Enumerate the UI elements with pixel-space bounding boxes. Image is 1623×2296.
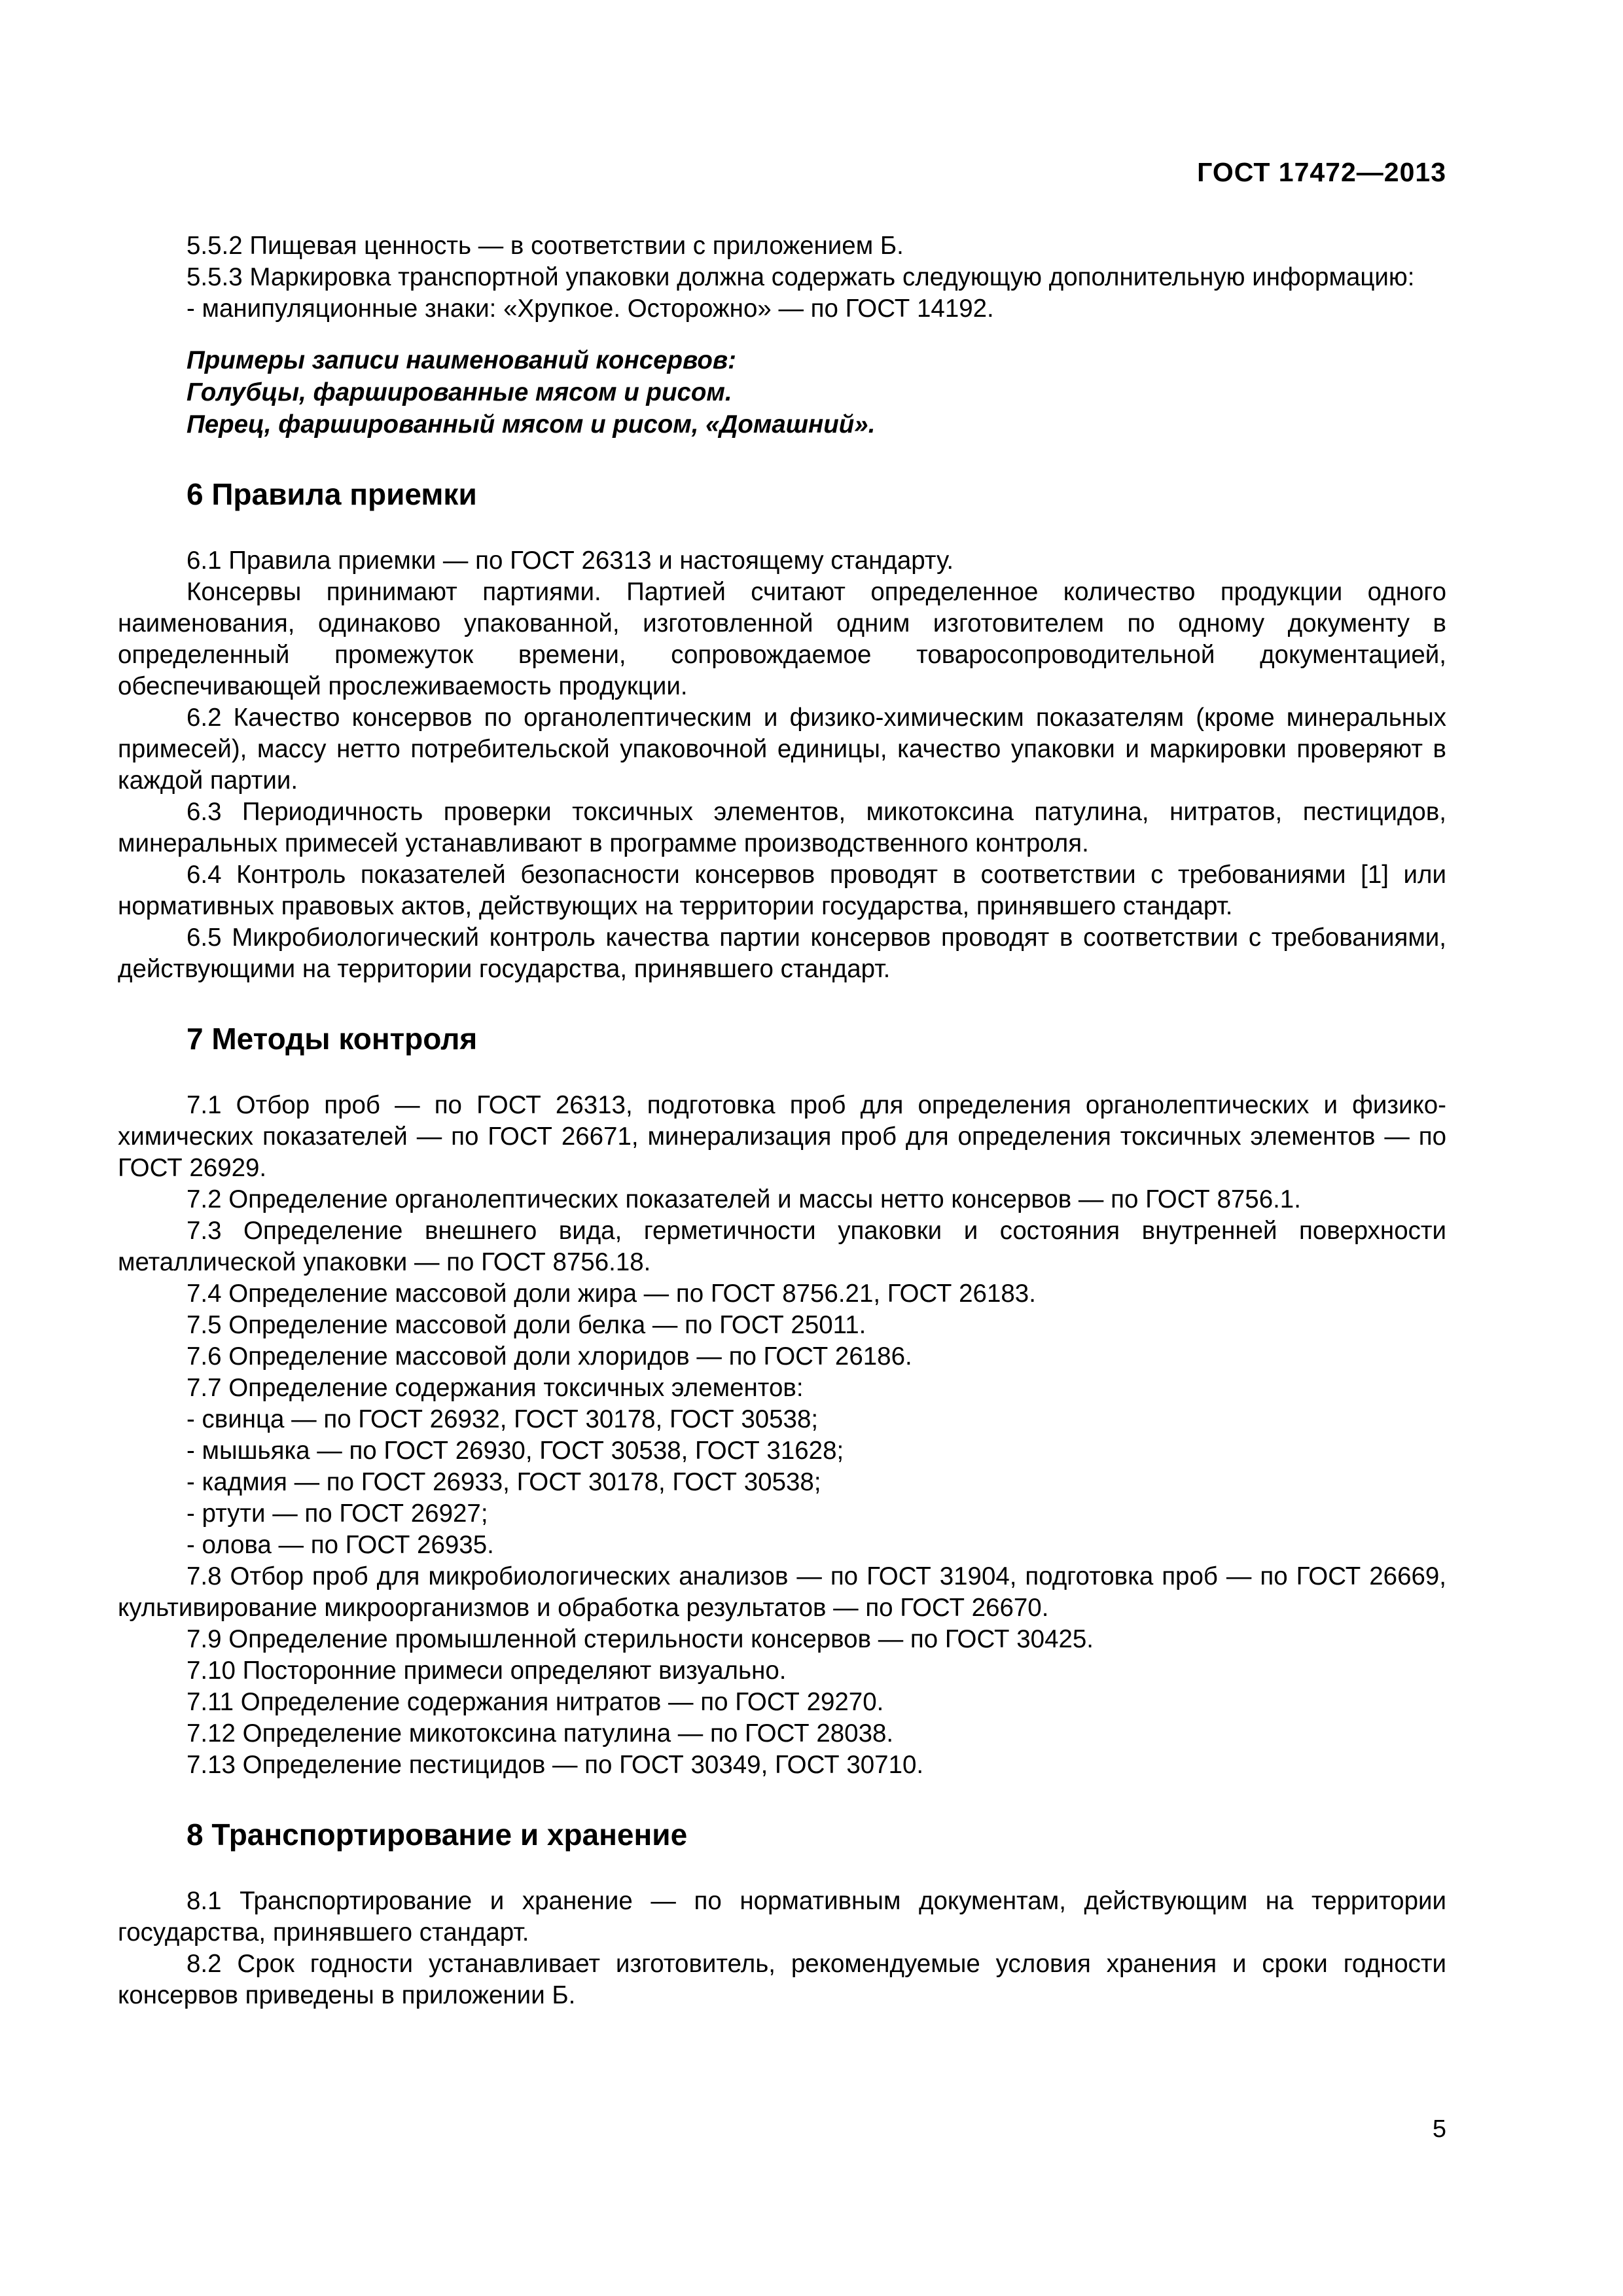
- paragraph-6-3: 6.3 Периодичность проверки токсичных элементов, микотоксина патулина, нитратов, пестицидов, минеральных примесей устанавливают в программе производственного контроля.: [118, 798, 1446, 857]
- document-code: ГОСТ 17472—2013: [1197, 157, 1446, 187]
- list-item: - кадмия — по ГОСТ 26933, ГОСТ 30178, ГОСТ 30538;: [187, 1468, 821, 1496]
- examples-title: Примеры записи наименований консервов:: [187, 346, 736, 374]
- paragraph-7-6: 7.6 Определение массовой доли хлоридов — по ГОСТ 26186.: [187, 1342, 912, 1371]
- list-item: - свинца — по ГОСТ 26932, ГОСТ 30178, ГОСТ 30538;: [187, 1405, 819, 1433]
- paragraph-7-4: 7.4 Определение массовой доли жира — по ГОСТ 8756.21, ГОСТ 26183.: [187, 1280, 1036, 1308]
- paragraph-6-4: 6.4 Контроль показателей безопасности консервов проводят в соответствии с требованиями [1] или нормативных правовых актов, действующих на территории государства, принявшего стандарт.: [118, 861, 1446, 920]
- paragraph-7-11: 7.11 Определение содержания нитратов — по ГОСТ 29270.: [187, 1688, 884, 1716]
- paragraph-8-1: 8.1 Транспортирование и хранение — по нормативным документам, действующим на территории государства, принявшего стандарт.: [118, 1887, 1446, 1946]
- page-number: 5: [1432, 2115, 1446, 2143]
- naming-examples: [118, 344, 1446, 440]
- paragraph-7-3: 7.3 Определение внешнего вида, герметичности упаковки и состояния внутренней поверхности металлической упаковки — по ГОСТ 8756.18.: [118, 1217, 1446, 1276]
- section-7-title: 7 Методы контроля: [187, 1022, 478, 1056]
- paragraph-8-2: 8.2 Срок годности устанавливает изготовитель, рекомендуемые условия хранения и сроки годности консервов приведены в приложении Б.: [118, 1950, 1446, 2009]
- paragraph-7-13: 7.13 Определение пестицидов — по ГОСТ 30349, ГОСТ 30710.: [187, 1751, 924, 1779]
- list-item: - манипуляционные знаки: «Хрупкое. Осторожно» — по ГОСТ 14192.: [187, 295, 994, 323]
- example-2: Перец, фаршированный мясом и рисом, «Домашний».: [187, 410, 876, 439]
- paragraph-6-2: 6.2 Качество консервов по органолептическим и физико-химическим показателям (кроме минеральных примесей), массу нетто потребительской упаковочной единицы, качество упаковки и маркировки проверяют в каждой партии.: [118, 704, 1446, 795]
- paragraph-6-1: 6.1 Правила приемки — по ГОСТ 26313 и настоящему стандарту.: [187, 547, 954, 575]
- paragraph-5-5-2: 5.5.2 Пищевая ценность — в соответствии с приложением Б.: [187, 232, 904, 260]
- list-item: - мышьяка — по ГОСТ 26930, ГОСТ 30538, ГОСТ 31628;: [187, 1437, 844, 1465]
- paragraph-6-5: 6.5 Микробиологический контроль качества партии консервов проводят в соответствии с требованиями, действующими на территории государства, принявшего стандарт.: [118, 924, 1446, 983]
- paragraph-6-1-batches: Консервы принимают партиями. Партией считают определенное количество продукции одного наименования, одинаково упакованной, изготовленной одним изготовителем по одному документу в определенный промежуток времени, сопровождаемое товаросопроводительной документацией, обеспечивающей прослеживаемость продукции.: [118, 578, 1446, 700]
- list-item: - олова — по ГОСТ 26935.: [187, 1531, 494, 1559]
- section-6-title: 6 Правила приемки: [187, 477, 477, 511]
- paragraph-5-5-3: 5.5.3 Маркировка транспортной упаковки должна содержать следующую дополнительную информацию:: [187, 263, 1415, 291]
- page-content: [118, 230, 1446, 2011]
- section-8-title: 8 Транспортирование и хранение: [187, 1818, 688, 1852]
- paragraph-7-1: 7.1 Отбор проб — по ГОСТ 26313, подготовка проб для определения органолептических и физико-химических показателей — по ГОСТ 26671, минерализация проб для определения токсичных элементов — по ГОСТ 26929.: [118, 1091, 1446, 1182]
- paragraph-7-5: 7.5 Определение массовой доли белка — по ГОСТ 25011.: [187, 1311, 866, 1339]
- example-1: Голубцы, фаршированные мясом и рисом.: [187, 378, 732, 406]
- paragraph-7-9: 7.9 Определение промышленной стерильности консервов — по ГОСТ 30425.: [187, 1625, 1094, 1653]
- paragraph-7-12: 7.12 Определение микотоксина патулина — по ГОСТ 28038.: [187, 1719, 894, 1748]
- paragraph-7-7: 7.7 Определение содержания токсичных элементов:: [187, 1374, 804, 1402]
- paragraph-7-8: 7.8 Отбор проб для микробиологических анализов — по ГОСТ 31904, подготовка проб — по ГОСТ 26669, культивирование микроорганизмов и обработка результатов — по ГОСТ 26670.: [118, 1562, 1446, 1622]
- paragraph-7-10: 7.10 Посторонние примеси определяют визуально.: [187, 1657, 787, 1685]
- list-item: - ртути — по ГОСТ 26927;: [187, 1499, 488, 1528]
- paragraph-7-2: 7.2 Определение органолептических показателей и массы нетто консервов — по ГОСТ 8756.1.: [187, 1185, 1301, 1213]
